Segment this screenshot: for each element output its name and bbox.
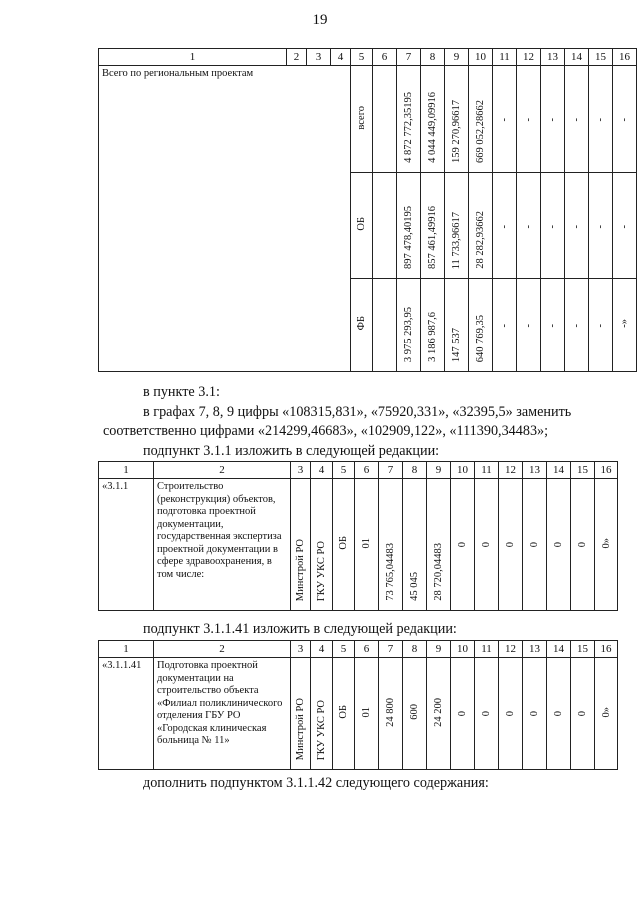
- table-subpoint-3-1-1: [98, 461, 618, 611]
- cell-value: 159 270,96617: [445, 66, 469, 173]
- cell-value: 0»: [595, 479, 618, 611]
- header-cell: 12: [499, 641, 523, 658]
- header-cell: 14: [547, 462, 571, 479]
- cell-value: 640 769,35: [469, 279, 493, 372]
- header-cell: 1: [99, 462, 154, 479]
- header-cell: 1: [99, 49, 287, 66]
- header-cell: 9: [445, 49, 469, 66]
- cell-value: 24 800: [379, 658, 403, 770]
- cell-code: 01: [355, 479, 379, 611]
- header-cell: 5: [333, 641, 355, 658]
- cell-value: 0: [499, 479, 523, 611]
- cell-value: 4 044 449,09916: [421, 66, 445, 173]
- cell-customer: ГКУ УКС РО: [311, 658, 333, 770]
- table3-header-row: [99, 641, 618, 658]
- header-cell: 7: [379, 641, 403, 658]
- cell-value: 4 872 772,35195: [397, 66, 421, 173]
- header-cell: 6: [355, 462, 379, 479]
- header-cell: 5: [333, 462, 355, 479]
- cell-value: -: [517, 173, 541, 279]
- header-cell: 13: [523, 462, 547, 479]
- cell-source: ОБ: [351, 173, 373, 279]
- header-cell: 6: [373, 49, 397, 66]
- header-cell: 4: [311, 462, 333, 479]
- header-cell: 10: [469, 49, 493, 66]
- header-cell: 15: [571, 641, 595, 658]
- cell-value: 3 975 293,95: [397, 279, 421, 372]
- cell-value: 0: [523, 479, 547, 611]
- cell-number: «3.1.1: [99, 479, 154, 611]
- header-cell: 15: [589, 49, 613, 66]
- header-cell: 4: [331, 49, 351, 66]
- cell-value: 28 720,04483: [427, 479, 451, 611]
- cell-value: -: [517, 279, 541, 372]
- table-subpoint-3-1-1-41: [98, 640, 618, 770]
- table2-header-row: [99, 462, 618, 479]
- cell-executor: Минстрой РО: [291, 479, 311, 611]
- page-number: 19: [312, 12, 328, 28]
- cell-value: 0»: [595, 658, 618, 770]
- header-cell: 3: [291, 641, 311, 658]
- cell-value: 0: [571, 479, 595, 611]
- cell-value: -: [565, 173, 589, 279]
- table-row: [99, 658, 618, 770]
- header-cell: 5: [351, 49, 373, 66]
- cell-value: 600: [403, 658, 427, 770]
- paragraph-add-subpoint-3-1-1-42: дополнить подпунктом 3.1.1.42 следующего содержания:: [143, 775, 489, 791]
- cell-value: -: [565, 66, 589, 173]
- cell-value: 0: [451, 479, 475, 611]
- cell-value: -: [589, 66, 613, 173]
- cell-value: -: [565, 279, 589, 372]
- cell-value: -: [541, 173, 565, 279]
- cell-value: 0: [475, 479, 499, 611]
- header-cell: 3: [307, 49, 331, 66]
- header-cell: 6: [355, 641, 379, 658]
- cell-value: 897 478,40195: [397, 173, 421, 279]
- cell-value: 11 733,96617: [445, 173, 469, 279]
- cell-source: ОБ: [333, 479, 355, 611]
- cell-value: 24 200: [427, 658, 451, 770]
- header-cell: 7: [397, 49, 421, 66]
- cell-value: 669 052,28662: [469, 66, 493, 173]
- header-cell: 15: [571, 462, 595, 479]
- cell-value: 0: [475, 658, 499, 770]
- cell-value: -: [589, 279, 613, 372]
- paragraph-point-3-1: в пункте 3.1:: [143, 384, 220, 400]
- table1-header-row: [99, 49, 637, 66]
- header-cell: 16: [613, 49, 637, 66]
- header-cell: 12: [517, 49, 541, 66]
- header-cell: 14: [547, 641, 571, 658]
- cell-description: Подготовка проектной документации на строительство объекта «Филиал поликлинического отделения ГБУ РО «Городская клиническая больница № 11»: [154, 658, 291, 770]
- cell-value: -: [589, 173, 613, 279]
- header-cell: 2: [154, 462, 291, 479]
- cell-value: 147 537: [445, 279, 469, 372]
- cell-code: 01: [355, 658, 379, 770]
- header-cell: 11: [493, 49, 517, 66]
- header-cell: 8: [403, 641, 427, 658]
- header-cell: 4: [311, 641, 333, 658]
- cell-customer: ГКУ УКС РО: [311, 479, 333, 611]
- cell-value: 45 045: [403, 479, 427, 611]
- cell-value: 0: [523, 658, 547, 770]
- paragraph-subpoint-3-1-1-41: подпункт 3.1.1.41 изложить в следующей редакции:: [143, 621, 457, 637]
- header-cell: 1: [99, 641, 154, 658]
- header-cell: 9: [427, 462, 451, 479]
- cell-empty: [373, 66, 397, 173]
- header-cell: 2: [154, 641, 291, 658]
- cell-value: 0: [499, 658, 523, 770]
- cell-value: -: [517, 66, 541, 173]
- header-cell: 14: [565, 49, 589, 66]
- header-cell: 10: [451, 462, 475, 479]
- paragraph-replace-figures: в графах 7, 8, 9 цифры «108315,831», «75920,331», «32395,5» заменить: [143, 404, 572, 420]
- cell-source: всего: [351, 66, 373, 173]
- header-cell: 9: [427, 641, 451, 658]
- cell-value: -»: [613, 279, 637, 372]
- cell-value: 857 461,49916: [421, 173, 445, 279]
- header-cell: 8: [403, 462, 427, 479]
- cell-description: Строительство (реконструкция) объектов, подготовка проектной документации, государственная экспертиза проектной документации в сфере здравоохранения, в том числе:: [154, 479, 291, 611]
- paragraph-subpoint-3-1-1: подпункт 3.1.1 изложить в следующей редакции:: [143, 443, 440, 459]
- header-cell: 7: [379, 462, 403, 479]
- header-cell: 16: [595, 641, 618, 658]
- cell-value: 0: [451, 658, 475, 770]
- header-cell: 2: [287, 49, 307, 66]
- cell-value: -: [493, 173, 517, 279]
- cell-value: -: [493, 66, 517, 173]
- header-cell: 16: [595, 462, 618, 479]
- cell-value: -: [493, 279, 517, 372]
- row-label: Всего по региональным проектам: [99, 66, 351, 372]
- cell-value: 3 186 987,6: [421, 279, 445, 372]
- cell-number: «3.1.1.41: [99, 658, 154, 770]
- cell-value: 0: [571, 658, 595, 770]
- table-row: [99, 66, 637, 173]
- cell-value: 28 282,93662: [469, 173, 493, 279]
- header-cell: 3: [291, 462, 311, 479]
- table-row: [99, 479, 618, 611]
- table-regional-projects-total: [98, 48, 637, 372]
- cell-source: ОБ: [333, 658, 355, 770]
- cell-value: 73 765,04483: [379, 479, 403, 611]
- cell-empty: [373, 279, 397, 372]
- header-cell: 10: [451, 641, 475, 658]
- header-cell: 11: [475, 462, 499, 479]
- header-cell: 13: [541, 49, 565, 66]
- paragraph-replace-figures-cont: соответственно цифрами «214299,46683», «102909,122», «111390,34483»;: [103, 423, 549, 439]
- cell-executor: Минстрой РО: [291, 658, 311, 770]
- cell-empty: [373, 173, 397, 279]
- header-cell: 12: [499, 462, 523, 479]
- header-cell: 13: [523, 641, 547, 658]
- cell-value: 0: [547, 479, 571, 611]
- header-cell: 11: [475, 641, 499, 658]
- cell-source: ФБ: [351, 279, 373, 372]
- header-cell: 8: [421, 49, 445, 66]
- cell-value: 0: [547, 658, 571, 770]
- cell-value: -: [613, 66, 637, 173]
- cell-value: -: [541, 279, 565, 372]
- cell-value: -: [613, 173, 637, 279]
- cell-value: -: [541, 66, 565, 173]
